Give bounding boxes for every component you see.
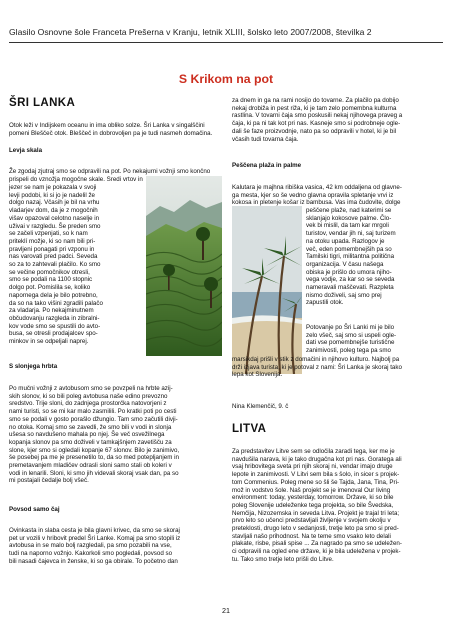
- subheading-slonjega-hrbta: S slonjega hrbta: [9, 363, 58, 370]
- paragraph-tea-factory: za dnem in ga na rami nosijo do tovarne. Za plačilo pa dobijo nekaj drobiža in pest riža, ki je tam zelo pomembna kulturna rastlina. V tovarni čaja smo poskusili nekaj njihovega praveg a čaja, ki pa ni tak kot pri nas. Kasneje smo si podrobneje ogle- dali še faze proizvodnje, nato pa so odpravili v hotel, ki je bil včasih tudi tovarna čaja.: [232, 97, 403, 143]
- paragraph-levja-skala-top: Že zgodaj zjutraj smo se odpravili na pot. Po nekajurni vožnji smo končno prispeli do vznožja mogočne skale. Sredi vrtov in: [9, 168, 211, 183]
- paragraph-conclusion: marsikdaj prišli v stik z domačini in njihovo kulturo. Najbolj pa drži izjava turista, ki je potoval z nami: Šri Lanka je skoraj tako lepa kot Slovenija.: [232, 356, 402, 379]
- page-title: S Krikom na pot: [178, 72, 274, 86]
- beach-palms-photo: [232, 206, 302, 374]
- page-number: 21: [222, 606, 230, 615]
- paragraph-conclusion-top: Potovanje po Šri Lanki mi je bilo zelo všeč, saj smo si uspeli ogle- dati vse pomembnejše turistične zanimivosti, poleg tega pa smo: [306, 324, 397, 355]
- journal-header: Glasilo Osnovne šole Franceta Prešerna v Kranju, letnik XLIII, šolsko leto 2007/2008, številka 2: [9, 27, 372, 37]
- paragraph-kalutara-top: Kalutara je majhna ribiška vasica, 42 km oddaljena od glavne- ga mesta, kjer so še vedno glavna opravila spletanje vrvi iz kokosa in pletenje košar iz bambusa. Vas ima čudovite, dolge: [232, 184, 402, 207]
- tea-plantation-photo: [146, 176, 222, 356]
- intro-paragraph: Otok leži v Indijskem oceanu in ima obliko solze. Šri Lanka v singalščini pomeni Bleščeč otok. Bleščeč in dobrovoljen pa je tudi nasmeh domačina.: [9, 122, 213, 137]
- heading-sri-lanka: ŠRI LANKA: [9, 97, 76, 109]
- subheading-povsod-caj: Povsod samo čaj: [9, 506, 60, 513]
- paragraph-kalutara: peščene plaže, nad katerimi se sklanjajo kokosove palme. Člo- vek bi mislil, da tam kar mrgoli turistov, vendar jih ni, saj turizem na otoku upada. Razlogov je več, eden pomembnejših pa so Tamilski tigri, militantna politična organizacija. V času našega obiska je prišlo do umora njiho- vega vodje, za kar so se seveda nameravali maščevati. Razpleta nismo doživeli, saj smo prej zapustili otok.: [306, 207, 396, 307]
- paragraph-povsod-caj: Ovinkasta in slaba cesta je bila glavni krivec, da smo se skoraj pet ur vozili v hribovit predel Šri Lanke. Komaj pa smo stopili iz avtobusa in se malo bolj razgledali, pa smo pozabili na vse, tudi na naporno vožnjo. Kakorkoli smo pogledali, povsod so bili nasadi čajevca in ženske, ki so ga obirale. To početno dan: [9, 527, 181, 565]
- paragraph-slonjega-hrbta: Po mučni vožnji z avtobusom smo se povzpeli na hrbte azij- skih slonov, ki so bili poleg avtobusa naše edino prevozno sredstvo. Trije sloni, do zadnjega prostorčka natovorjeni z nami turisti, so se mi kar malo zasmilili. Po kratki poti po cesti smo se podali v gosto porašlo džungio. Tam smo začutili divji- no otoka. Komaj smo se zavedli, že smo bili v vodi in slonja ušesa so navdušeno mahala po njej. Še več osvežilnega kopanja slonov pa smo doživeli v tamkajšnjem zavetišču za slone, kjer smo si ogledali kopanje 67 slonov. Bilo je zanimivo, še posebej pa me je presenetilo to, da so med potepljanjem in premetavanjem mladičev odrasli sloni samo stali ob koleri v vodi in lenarili. Sloni, ki smo jih videvali skoraj vsak dan, pa so mi postajali čedalje bolj všeč.: [9, 385, 180, 485]
- heading-litva: LITVA: [232, 423, 267, 435]
- subheading-levja-skala: Levja skala: [9, 147, 43, 154]
- paragraph-levja-skala: jezer se nam je pokazala v svoji levji podobi, ki si jo je nadelil že dolgo nazaj. Včasih je bil na vrhu vladarjev dom, da je z mogočnih višav opazoval celotno naselje in uživai v razgledu. Še preden smo se začeli vzpenjati, so k nam priteklí možje, ki so nam bili pri- pravljeni ponagati pri vzponu in nas varovati pred padci. Seveda so za to zahtevali plačilo. Ko smo se večine pomočnikov otresli, smo se podali na 1100 stopnic dolgo pot. Pomislila se, koliko napornega dela je bilo potrebno, da so na tako višini zgradili palačo za vladarja. Po nekajminutnem občudovanju razgleda in zibralni- kov vode smo se spustili do avto- busa, se otresli prodajalcev spo- minkov in se odpeljali naprej.: [9, 184, 103, 346]
- paragraph-litva: Za predstavitev Litve sem se odločila zaradi tega, ker me je navdušila narava, ki je tako drugačna kot pri nas. Goratega ali vsaj hribovitega sveta pri njih skoraj ni, vendar imajo druge lepote in zanimivosti. V Litvi sem bila s šolo, in sicer s projek- tom Commenius. Poleg mene so šli še Tajda, Jana, Tina, Pri- mož in vodstvo šole. Naš projekt se je imenoval Our living environment: today, yesterday, tomorrow. Države, ki so bile poleg Slovenije udeleženke tega projekta, so bile Švedska, Nemčija, Nizozemska in seveda Litva. Projekt je trajal tri leta; prvo leto so učenci predstavljali življenje v svojem okolju v preteklosti, drugo leto v sedanjosti, tretje leto pa smo si pred- stavljali našo prihodnost. Na te teme smo vsako leto delali plakate, risbe, pisali spise ... Za nagrado pa smo se udeležen- ci odpravili na ogled ene države, ki je bila udeležena v projek- tu. Tako smo tretje leto prišli do Litve.: [232, 448, 402, 563]
- author-signature: Nina Klemenčič, 9. č: [232, 403, 289, 410]
- header-rule: [9, 42, 443, 43]
- subheading-pescena-plaza: Peščena plaža in palme: [232, 162, 302, 169]
